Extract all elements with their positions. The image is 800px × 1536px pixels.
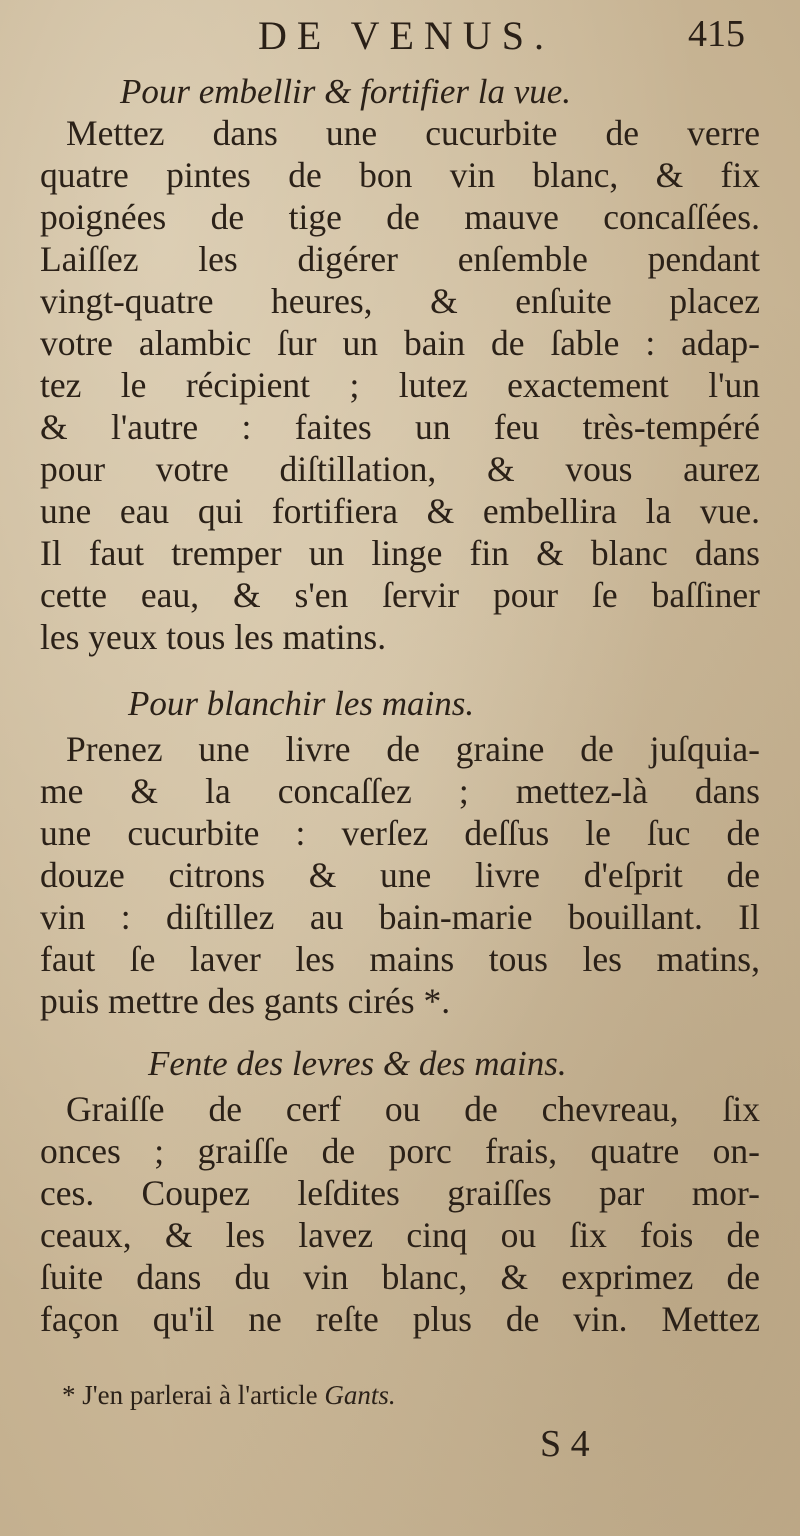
text-line: Laiſſez les digérer enſemble pendant: [40, 239, 760, 279]
signature-mark: S 4: [540, 1423, 590, 1465]
section-title-levres: Fente des levres & des mains.: [148, 1044, 567, 1083]
running-head: [0, 12, 800, 68]
text-line: votre alambic ſur un bain de ſable : adap-: [40, 323, 760, 363]
text-line: & l'autre : faites un feu très-tempéré: [40, 407, 760, 447]
text-line: pour votre diſtillation, & vous aurez: [40, 449, 760, 489]
text-line: Graiſſe de cerf ou de chevreau, ſix: [66, 1089, 760, 1129]
text-line: ces. Coupez leſdites graiſſes par mor-: [40, 1173, 760, 1213]
footnote-text: * J'en parlerai à l'article: [62, 1380, 325, 1410]
page-number: 415: [688, 13, 745, 55]
text-line: Mettez dans une cucurbite de verre: [66, 113, 760, 153]
running-title: DE VENUS.: [258, 13, 554, 58]
section-title-mains: Pour blanchir les mains.: [128, 684, 475, 723]
text-line: quatre pintes de bon vin blanc, & fix: [40, 155, 760, 195]
footnote: [62, 1380, 396, 1411]
text-line: façon qu'il ne reſte plus de vin. Mettez: [40, 1299, 760, 1339]
text-line: Prenez une livre de graine de juſquia-: [66, 729, 760, 769]
text-line: ceaux, & les lavez cinq ou ſix fois de: [40, 1215, 760, 1255]
text-line: me & la concaſſez ; mettez-là dans: [40, 771, 760, 811]
text-line: tez le récipient ; lutez exactement l'un: [40, 365, 760, 405]
text-line: onces ; graiſſe de porc frais, quatre on-: [40, 1131, 760, 1171]
text-line: une eau qui fortifiera & embellira la vue.: [40, 491, 760, 531]
text-line: vin : diſtillez au bain-marie bouillant. Il: [40, 897, 760, 937]
text-line: ſuite dans du vin blanc, & exprimez de: [40, 1257, 760, 1297]
text-line: faut ſe laver les mains tous les matins,: [40, 939, 760, 979]
section-title-vue: Pour embellir & fortifier la vue.: [120, 72, 572, 111]
text-line: une cucurbite : verſez deſſus le ſuc de: [40, 813, 760, 853]
text-line: douze citrons & une livre d'eſprit de: [40, 855, 760, 895]
text-line: poignées de tige de mauve concaſſées.: [40, 197, 760, 237]
text-line: vingt-quatre heures, & enſuite placez: [40, 281, 760, 321]
text-line: cette eau, & s'en ſervir pour ſe baſſiner: [40, 575, 760, 615]
text-line: puis mettre des gants cirés *.: [40, 981, 451, 1021]
text-line: Il faut tremper un linge fin & blanc dans: [40, 533, 760, 573]
text-line: les yeux tous les matins.: [40, 617, 387, 657]
footnote-ref: Gants.: [324, 1380, 396, 1410]
